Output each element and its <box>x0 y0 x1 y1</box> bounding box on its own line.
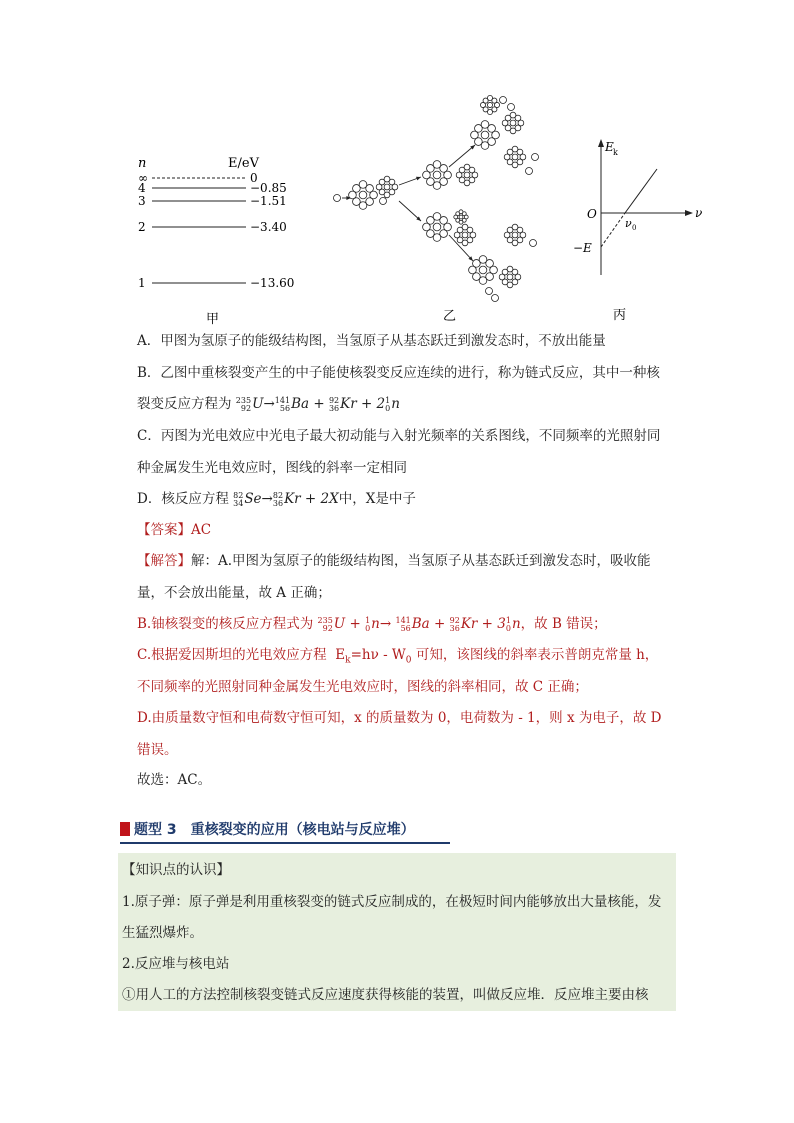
level-n-label: 2 <box>138 220 146 234</box>
chain-reaction-diagram <box>325 95 565 325</box>
fragment <box>454 224 476 246</box>
x-arrow-icon <box>685 210 693 216</box>
uranium-nucleus <box>423 213 452 242</box>
neutron-icon <box>380 198 387 205</box>
knowledge-p1a: 1.原子弹：原子弹是利用重核裂变的链式反应制成的，在极短时间内能够放出大量核能，发 <box>122 894 662 910</box>
analysis-line2: 量，不会放出能量，故 A 正确； <box>137 585 331 601</box>
analysis-b-suffix: ，故 B 错误； <box>520 616 607 632</box>
fragment <box>499 266 521 288</box>
neutron-icon <box>532 154 539 161</box>
option-a: A．甲图为氢原子的能级结构图，当氢原子从基态跃迁到激发态时，不放出能量 <box>137 333 606 349</box>
fragment <box>502 112 524 134</box>
arrowhead-icon <box>416 177 421 181</box>
neutron-icon <box>500 97 507 104</box>
option-c-line2: 种金属发生光电效应时，图线的斜率一定相同 <box>137 460 407 476</box>
fragment <box>456 164 478 186</box>
level-e-label: −3.40 <box>250 220 287 234</box>
caption-bing: 丙 <box>613 308 627 323</box>
analysis-line8: 故选：AC。 <box>137 772 212 788</box>
neg-e-label: −E <box>573 241 592 255</box>
caption-jia: 甲 <box>206 312 220 325</box>
y-arrow-icon <box>598 139 604 147</box>
option-c-line1: C．丙图为光电效应中光电子最大初动能与入射光频率的关系图线，不同频率的光照射同 <box>137 428 661 444</box>
level-e-label: −13.60 <box>250 276 295 290</box>
fragment <box>504 146 526 168</box>
nu-label: ν <box>695 206 703 220</box>
option-d <box>137 489 416 509</box>
neutron-icon <box>492 295 499 302</box>
knowledge-p2: 2.反应堆与核电站 <box>122 956 230 972</box>
analysis-line3 <box>137 614 607 634</box>
answer-label: 【答案】 <box>137 522 191 538</box>
n-label: n <box>138 156 147 171</box>
e-label: E/eV <box>228 156 259 171</box>
option-b-line2 <box>137 394 400 414</box>
analysis-c-suffix: 可知，该图线的斜率表示普朗克常量 h， <box>411 647 659 663</box>
ek-label: E <box>605 140 614 154</box>
level-n-label: 4 <box>138 181 146 195</box>
extension-dashed <box>601 213 625 247</box>
knowledge-heading: 【知识点的认识】 <box>122 862 230 878</box>
ek-line <box>625 169 657 213</box>
level-e-label: 0 <box>250 171 258 185</box>
fragment <box>454 210 468 224</box>
neutron-icon <box>334 195 341 202</box>
uranium-nucleus <box>349 181 378 210</box>
analysis-line4 <box>137 645 658 671</box>
ek-sub: k <box>613 148 618 157</box>
nu0-label: ν <box>625 217 632 230</box>
neutron-icon <box>526 168 533 175</box>
analysis-label: 【解答】 <box>137 553 191 569</box>
neutron-icon <box>508 104 515 111</box>
reaction-arrow <box>449 145 475 167</box>
uranium-nucleus <box>423 161 452 190</box>
analysis-line7: 错误。 <box>137 742 178 758</box>
nu0-sub: 0 <box>632 224 637 232</box>
level-e-label: −0.85 <box>250 181 287 195</box>
level-n-label: 1 <box>138 276 146 290</box>
analysis-line1 <box>137 551 651 571</box>
level-n-label: ∞ <box>138 171 148 185</box>
fragment <box>504 224 526 246</box>
option-d-suffix: 中，X是中子 <box>338 491 416 507</box>
knowledge-box <box>118 853 676 1011</box>
fission-equation-2: 235 92 U + 1 0 n→ 141 56 Ba + 92 36 Kr + 3 1 0 n <box>317 615 521 633</box>
section-header <box>120 818 450 844</box>
neutron-icon <box>530 240 537 247</box>
fragment <box>480 95 499 114</box>
fragment <box>376 176 398 198</box>
analysis-c-prefix: C.根据爱因斯坦的光电效应方程 <box>137 647 327 663</box>
figure-row <box>120 95 720 325</box>
answer-value: AC <box>191 522 212 538</box>
uranium-nucleus <box>469 256 498 285</box>
option-b-line1: B．乙图中重核裂变产生的中子能使核裂变反应连续的进行，称为链式反应，其中一种核 <box>137 365 660 381</box>
caption-yi: 乙 <box>443 309 457 324</box>
neutron-icon <box>486 288 493 295</box>
level-e-label: −1.51 <box>250 194 287 208</box>
energy-level-diagram <box>120 145 320 325</box>
origin-label: O <box>587 207 597 221</box>
option-d-prefix: D．核反应方程 <box>137 491 229 507</box>
analysis-text-1: 解：A.甲图为氢原子的能级结构图，当氢原子从基态跃迁到激发态时，吸收能 <box>191 553 651 569</box>
decay-equation: 82 34 Se→ 82 36 Kr + 2X <box>233 490 339 508</box>
photoelectric-graph <box>565 135 705 325</box>
analysis-line5: 不同频率的光照射同种金属发生光电效应时，图线的斜率相同，故 C 正确； <box>137 679 588 695</box>
answer-line <box>137 520 211 540</box>
fission-equation-1: 235 92 U→ 141 56 Ba + 92 36 Kr + 2 1 0 n <box>235 395 400 413</box>
analysis-b-prefix: B.铀核裂变的核反应方程式为 <box>137 616 314 632</box>
photoelectric-equation: $E_k=h\nu - W_0$ <box>335 647 412 666</box>
knowledge-p3: ①用人工的方法控制核裂变链式反应速度获得核能的装置，叫做反应堆．反应堆主要由核 <box>122 987 649 1003</box>
knowledge-p1b: 生猛烈爆炸。 <box>122 925 203 941</box>
section-marker-icon <box>120 822 130 836</box>
level-n-label: 3 <box>138 194 146 208</box>
section-title: 题型 3 重核裂变的应用（核电站与反应堆） <box>134 822 415 838</box>
analysis-line6: D.由质量数守恒和电荷数守恒可知，x 的质量数为 0，电荷数为 - 1，则 x 为电子，故 D <box>137 710 662 726</box>
option-b-prefix: 裂变反应方程为 <box>137 396 232 412</box>
